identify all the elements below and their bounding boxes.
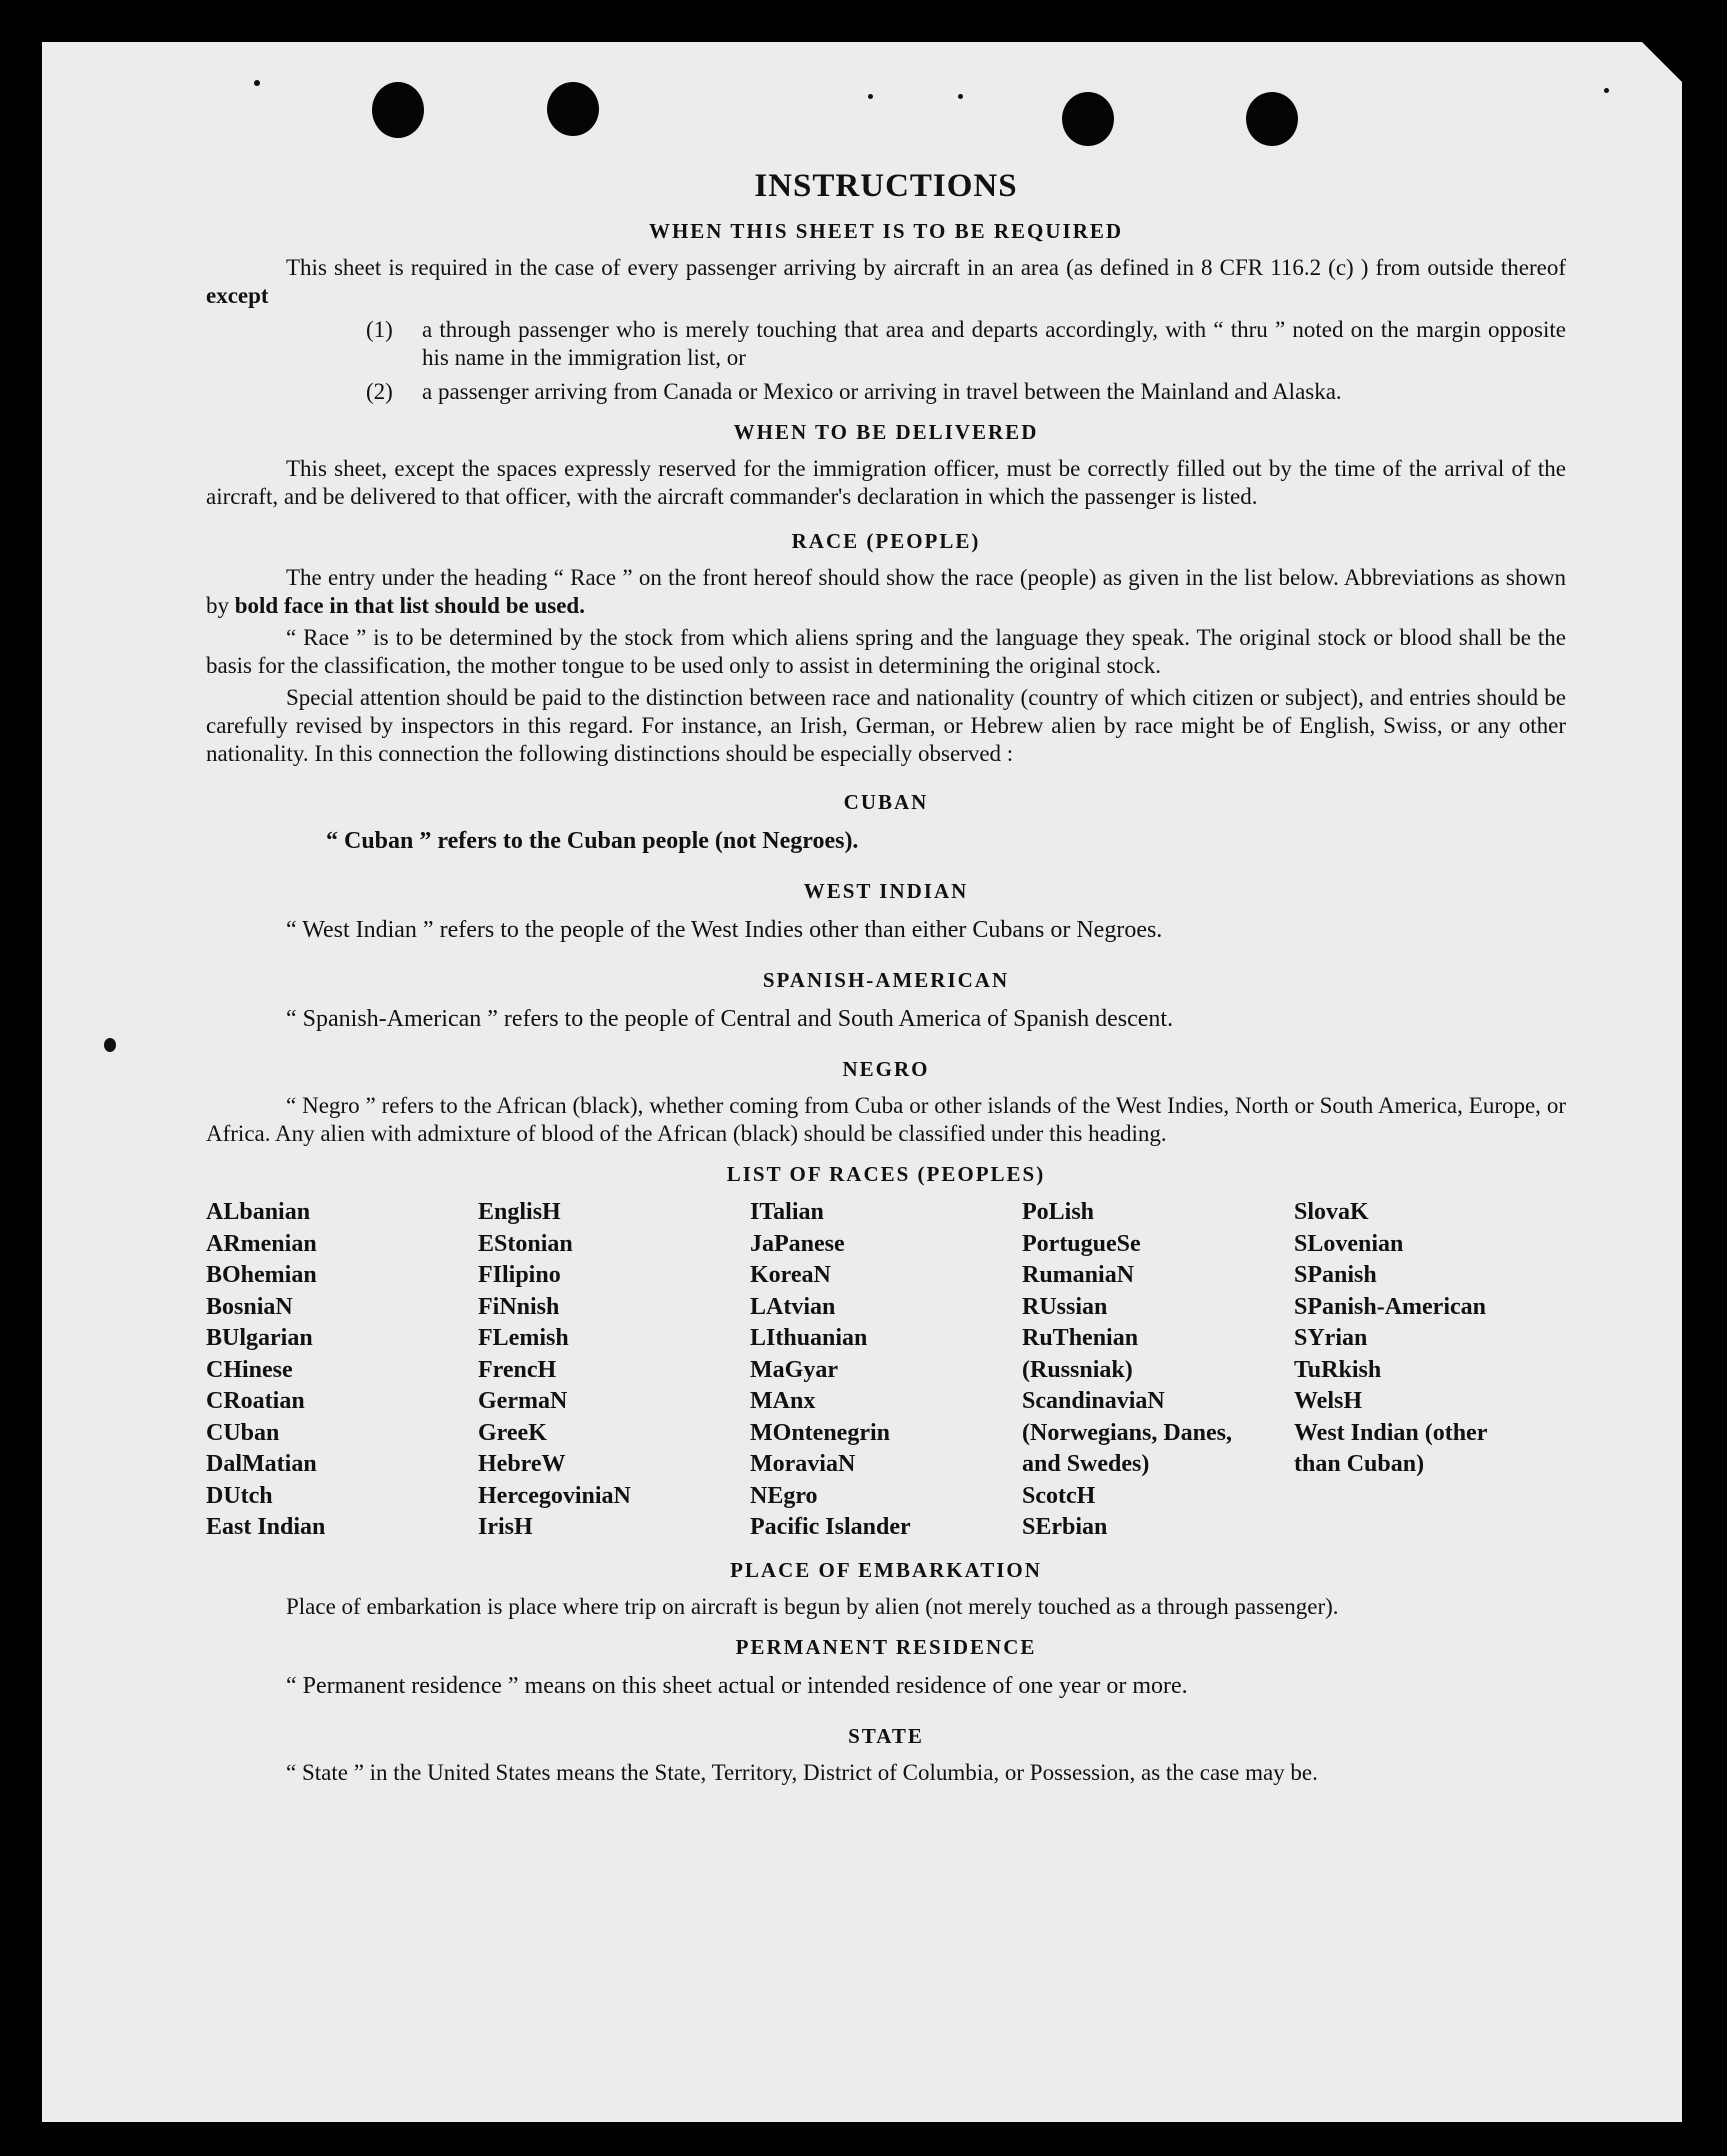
races-column-1 [206,1197,478,1544]
speck [104,1038,116,1052]
exception-item-1 [366,316,1566,372]
speck [254,80,260,86]
document-body [206,168,1566,1787]
exception-number: (2) [366,379,393,404]
race-item: SlovaK [1294,1199,1369,1225]
exception-text: a through passenger who is merely touching that area and departs accordingly, with “ thru ” noted on the margin opposite his name in the immigration list, or [422,317,1566,370]
race-item: FrencH [478,1356,557,1383]
speck [958,94,963,99]
races-column-4 [1022,1197,1294,1544]
race-text-b: in that list should be used. [329,593,585,618]
punch-hole [1062,92,1114,146]
race-item: FiNnish [478,1293,560,1320]
race-item: SPanish [1294,1262,1377,1288]
race-item: BosniaN [206,1293,293,1320]
race-item: IrisH [478,1514,533,1540]
paragraph-required-text: This sheet is required in the case of every passenger arriving by aircraft in an area (as defined in 8 CFR 116.2 (c) ) from outside thereof [286,255,1566,280]
text-state: “ State ” in the United States means the State, Territory, District of Columbia, or Possession, as the case may be. [286,1759,1318,1785]
heading-west-indian: WEST INDIAN [803,879,969,903]
heading-cuban: CUBAN [843,790,929,814]
race-item: RUssian [1022,1293,1108,1320]
race-item: EnglisH [478,1199,561,1225]
race-item: FIlipino [478,1262,561,1288]
race-item: PortugueSe [1022,1230,1141,1257]
paragraph-race-3: Special attention should be paid to the distinction between race and nationality (country of which citizen or subject), and entries should be carefully revised by inspectors in this regard. For instance, an Irish, German, or Hebrew alien by race might be of English, Swiss, or any other nationality. In this connection the following distinctions should be especially observed : [206,685,1566,766]
race-item: BUlgarian [206,1325,313,1351]
race-item: RumaniaN [1022,1262,1135,1288]
heading-permanent-residence: PERMANENT RESIDENCE [735,1634,1037,1659]
race-item: MoraviaN [750,1451,856,1477]
heading-state: STATE [848,1723,924,1748]
race-item: CRoatian [206,1388,305,1414]
heading-list-of-races: LIST OF RACES (PEOPLES) [726,1162,1046,1186]
punch-hole [372,82,424,138]
section-heading-race: RACE (PEOPLE) [791,529,981,553]
race-item: RuThenian (Russniak) [1022,1325,1139,1383]
text-spanish-american: “ Spanish-American ” refers to the people of Central and South America of Spanish descent. [286,1006,1174,1032]
races-list [206,1197,1566,1544]
exception-text: a passenger arriving from Canada or Mexico or arriving in travel between the Mainland and Alaska. [422,379,1342,404]
section-heading-delivered: WHEN TO BE DELIVERED [733,420,1039,444]
race-item: SLovenian [1294,1230,1404,1257]
race-item: East Indian [206,1514,326,1540]
races-column-3 [750,1197,1022,1544]
exception-item-2 [366,378,1566,406]
race-item: HebreW [478,1451,566,1477]
text-negro: “ Negro ” refers to the African (black), whether coming from Cuba or other islands of the West Indies, North or South America, Europe, or Africa. Any alien with admixture of blood of the African (black) should be classified under this heading. [206,1093,1566,1146]
race-item: JaPanese [750,1230,845,1257]
race-item: DalMatian [206,1451,317,1477]
race-item: ITalian [750,1199,824,1225]
race-item: NEgro [750,1482,818,1509]
race-item: MaGyar [750,1356,838,1383]
except-word: except [206,283,269,308]
race-item: SPanish-American [1294,1293,1486,1320]
race-item: LIthuanian [750,1325,868,1351]
races-column-5 [1294,1197,1566,1544]
paragraph-race-2: “ Race ” is to be determined by the stock from which aliens spring and the language they speak. The original stock or blood shall be the basis for the classification, the mother tongue to be used only to assist in determining the original stock. [206,625,1566,678]
paragraph-race-1 [206,564,1566,620]
race-item: PoLish [1022,1199,1095,1225]
section-heading-required: WHEN THIS SHEET IS TO BE REQUIRED [648,219,1124,243]
text-place-of-embarkation: Place of embarkation is place where trip on aircraft is begun by alien (not merely touched as a through passenger). [286,1593,1339,1619]
text-cuban: “ Cuban ” refers to the Cuban people (not Negroes). [326,828,859,854]
race-item: ScotcH [1022,1482,1096,1509]
races-column-2 [478,1197,750,1544]
race-item: GreeK [478,1419,547,1446]
race-item: LAtvian [750,1293,836,1320]
race-item: ALbanian [206,1199,311,1225]
race-item: EStonian [478,1230,573,1257]
race-item: CHinese [206,1356,293,1383]
heading-spanish-american: SPANISH-AMERICAN [762,968,1010,992]
race-item: DUtch [206,1482,273,1509]
text-west-indian: “ West Indian ” refers to the people of the West Indies other than either Cubans or Negroes. [286,917,1163,943]
punch-hole [547,82,599,136]
race-item: MAnx [750,1388,816,1414]
exception-number: (1) [366,317,393,342]
race-item: KoreaN [750,1262,831,1288]
race-item: Pacific Islander [750,1514,911,1540]
race-item: GermaN [478,1388,568,1414]
race-item: SYrian [1294,1325,1368,1351]
paragraph-delivered: This sheet, except the spaces expressly reserved for the immigration officer, must be correctly filled out by the time of the arrival of the aircraft, and be delivered to that officer, with the aircraft commander's declaration in which the passenger is listed. [206,456,1566,509]
race-item: ScandinaviaN (Norwegians, Danes, and Swedes) [1022,1388,1232,1477]
document-page [42,42,1682,2122]
race-item: TuRkish [1294,1356,1382,1383]
speck [1604,88,1609,93]
race-item: BOhemian [206,1262,317,1288]
race-text-a: The entry under the heading “ Race ” on the front hereof should show the race (people) as given in the list below. Abbreviations as shown by [206,565,1566,618]
text-permanent-residence: “ Permanent residence ” means on this sheet actual or intended residence of one year or more. [286,1672,1188,1699]
race-item: West Indian (other than Cuban) [1294,1419,1487,1477]
race-item: SErbian [1022,1514,1108,1540]
race-item: WelsH [1294,1388,1363,1414]
race-item: ARmenian [206,1230,317,1257]
document-title: INSTRUCTIONS [754,168,1018,204]
heading-negro: NEGRO [842,1057,930,1081]
race-item: MOntenegrin [750,1419,890,1446]
punch-hole [1246,92,1298,146]
paragraph-required [206,254,1566,310]
heading-place-of-embarkation: PLACE OF EMBARKATION [730,1557,1042,1582]
speck [868,94,873,99]
bold-face-term: bold face [234,593,324,618]
race-item: CUban [206,1419,280,1446]
folded-corner [1642,42,1682,82]
race-item: FLemish [478,1325,569,1351]
race-item: HercegoviniaN [478,1482,631,1509]
